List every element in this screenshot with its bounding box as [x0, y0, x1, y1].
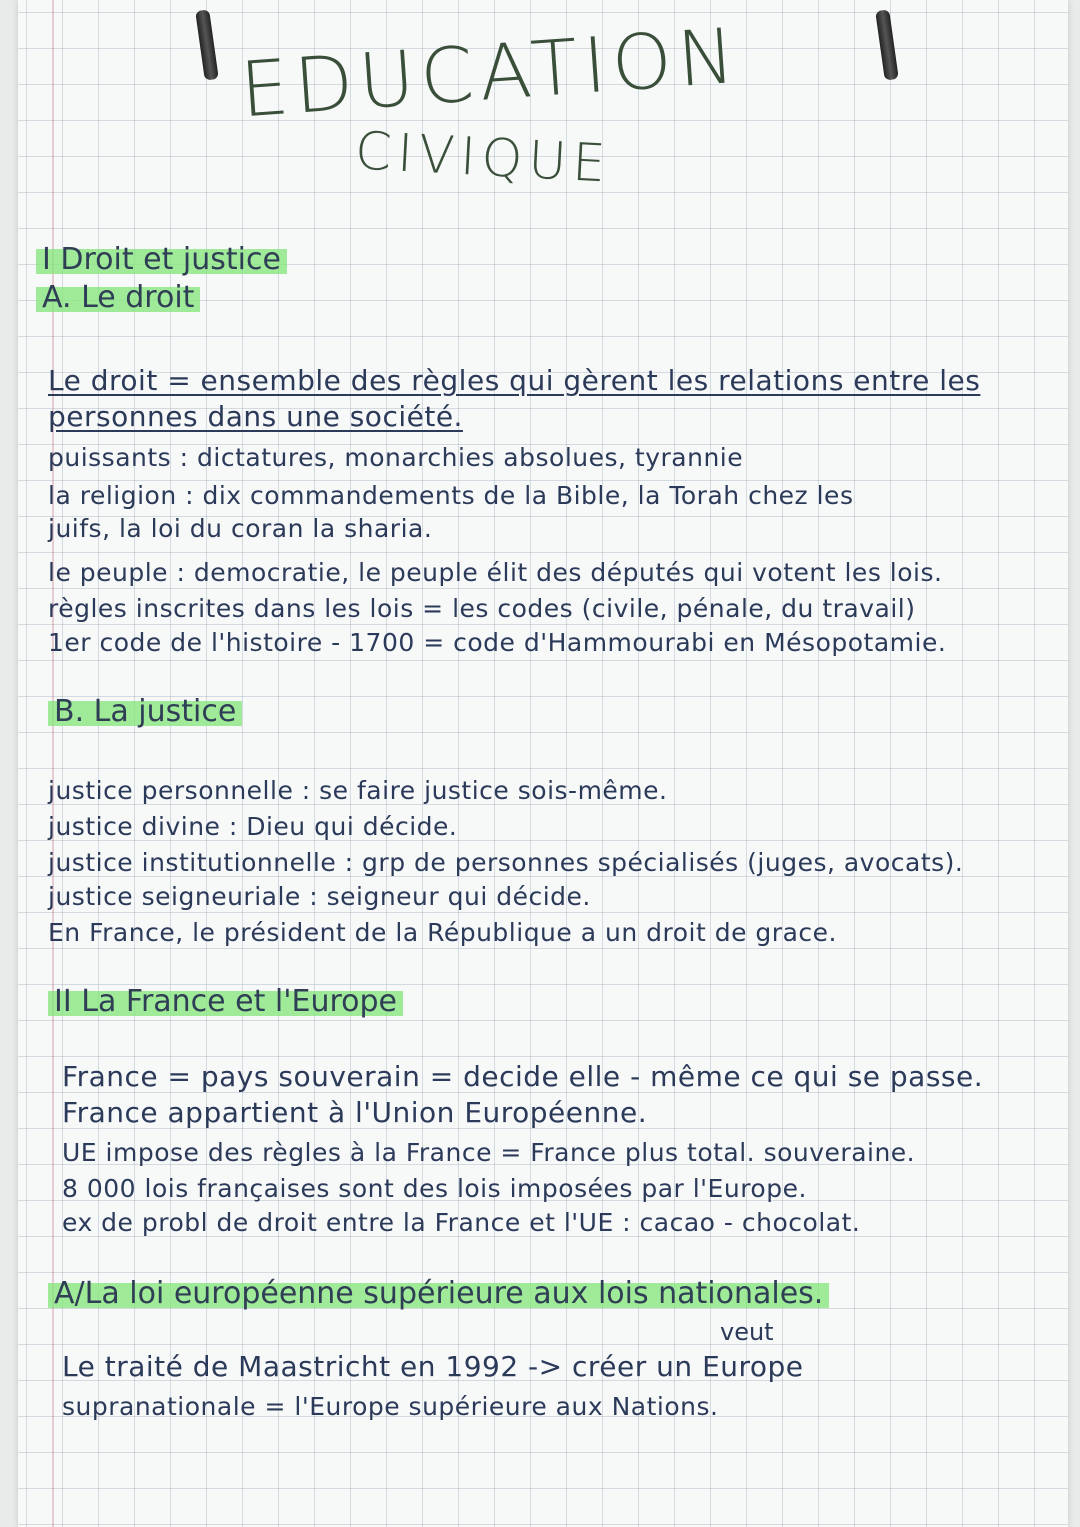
text-line: règles inscrites dans les lois = les codes (civile, pénale, du travail)	[48, 594, 916, 623]
text-line: puissants : dictatures, monarchies absolues, tyrannie	[48, 443, 744, 472]
page-subtitle: CIVIQUE	[353, 121, 613, 195]
subheading-a	[36, 280, 200, 315]
annotation-above: veut	[720, 1318, 774, 1346]
text-line: personnes dans une société.	[48, 400, 463, 433]
section-heading-1	[36, 242, 287, 277]
text-line: justice seigneuriale : seigneur qui décide.	[48, 882, 591, 911]
text-line: UE impose des règles à la France = France plus total. souveraine.	[62, 1138, 916, 1167]
subheading-text: A. Le droit	[36, 280, 200, 315]
subheading-b	[48, 694, 242, 729]
subheading-2a	[48, 1276, 829, 1311]
section-heading-text: I Droit et justice	[36, 242, 287, 277]
text-line: juifs, la loi du coran la sharia.	[48, 514, 433, 543]
text-line: justice institutionnelle : grp de personnes spécialisés (juges, avocats).	[48, 848, 964, 877]
text-line: Le traité de Maastricht en 1992 -> créer un Europe	[62, 1350, 804, 1383]
section-heading-text: II La France et l'Europe	[48, 984, 403, 1019]
text-line: En France, le président de la République a un droit de grace.	[48, 918, 837, 947]
subheading-text: B. La justice	[48, 694, 242, 729]
text-line: justice divine : Dieu qui décide.	[48, 812, 458, 841]
text-line: 8 000 lois françaises sont des lois imposées par l'Europe.	[62, 1174, 807, 1203]
text-line: ex de probl de droit entre la France et l'UE : cacao - chocolat.	[62, 1208, 861, 1237]
section-heading-2	[48, 984, 403, 1019]
text-line: 1er code de l'histoire - 1700 = code d'Hammourabi en Mésopotamie.	[48, 628, 947, 657]
text-line: France = pays souverain = decide elle - même ce qui se passe.	[62, 1060, 984, 1093]
text-line: justice personnelle : se faire justice sois-même.	[48, 776, 668, 805]
subheading-text: A/La loi européenne supérieure aux lois nationales.	[48, 1276, 829, 1311]
text-line: la religion : dix commandements de la Bible, la Torah chez les	[48, 481, 854, 510]
text-line: Le droit = ensemble des règles qui gèrent les relations entre les	[48, 364, 981, 397]
text-line: le peuple : democratie, le peuple élit des députés qui votent les lois.	[48, 558, 943, 587]
text-line: France appartient à l'Union Européenne.	[62, 1096, 648, 1129]
page-title: EDUCATION	[237, 10, 744, 135]
text-line: supranationale = l'Europe supérieure aux Nations.	[62, 1392, 719, 1421]
